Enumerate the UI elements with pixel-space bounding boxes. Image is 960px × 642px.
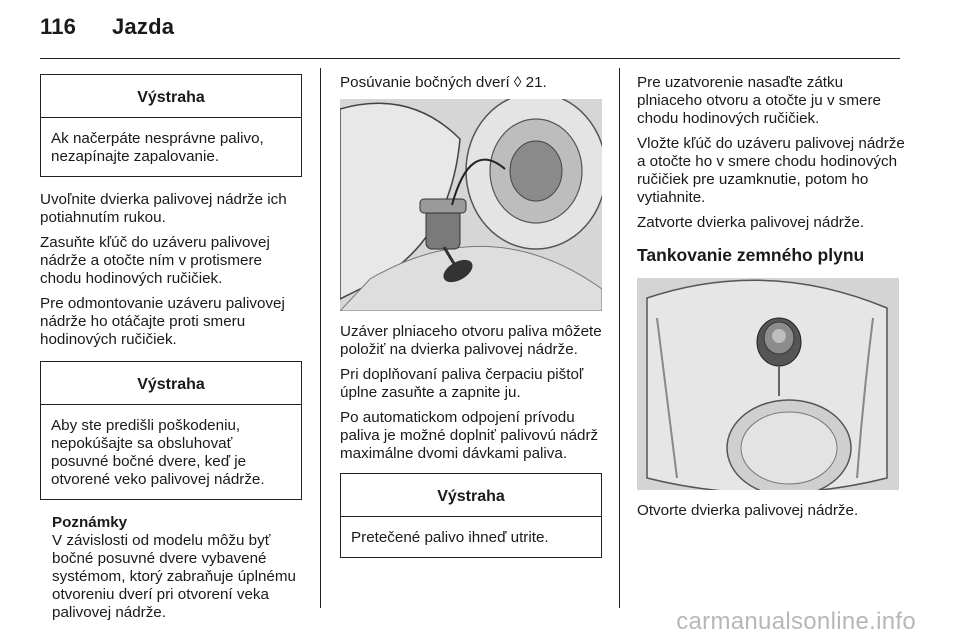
warning-text: Pretečené palivo ihneď utrite. xyxy=(351,529,549,546)
warning-title: Výstraha xyxy=(41,362,301,405)
paragraph: Po automatickom odpojení prívodu paliva je možné doplniť palivovú nádrž maximálne dvomi dávkami paliva. xyxy=(340,409,599,462)
note-title: Poznámky xyxy=(52,514,128,531)
paragraph: Posúvanie bočných dverí ◊ 21. xyxy=(340,74,547,91)
paragraph: Pre odmontovanie uzáveru palivovej nádrže ho otáčajte proti smeru hodinových ručičiek. xyxy=(40,295,285,348)
watermark: carmanualsonline.info xyxy=(676,608,916,635)
paragraph: Zasuňte kľúč do uzáveru palivovej nádrže a otočte ním v protismere chodu hodinových ručičiek. xyxy=(40,234,270,287)
paragraph: Otvorte dvierka palivovej nádrže. xyxy=(637,502,859,519)
paragraph: Pre uzatvorenie nasaďte zátku plniaceho otvoru a otočte ju v smere chodu hodinových ručičiek. xyxy=(637,74,881,127)
warning-title: Výstraha xyxy=(41,75,301,118)
paragraph: Uvoľnite dvierka palivovej nádrže ich potiahnutím rukou. xyxy=(40,191,287,226)
warning-box xyxy=(340,473,602,558)
column-1 xyxy=(40,74,302,622)
page-header xyxy=(40,14,174,40)
warning-title: Výstraha xyxy=(341,474,601,517)
column-divider-2 xyxy=(619,68,620,608)
column-2 xyxy=(340,74,602,572)
note-block xyxy=(40,514,302,622)
warning-box xyxy=(40,361,302,500)
subheading: Tankovanie zemného plynu xyxy=(637,245,865,265)
column-3 xyxy=(637,74,905,527)
column-divider-1 xyxy=(320,68,321,608)
gas-filler-illustration xyxy=(637,278,899,490)
note-text: V závislosti od modelu môžu byť bočné posuvné dvere vybavené systémom, ktorý zabraňuje úplnému otvoreniu dverí pri otvorení veka palivovej nádrže. xyxy=(52,532,296,621)
paragraph: Vložte kľúč do uzáveru palivovej nádrže a otočte ho v smere chodu hodinových ručičiek pre uzamknutie, potom ho vytiahnite. xyxy=(637,135,905,206)
section-title: Jazda xyxy=(112,14,175,39)
paragraph: Uzáver plniaceho otvoru paliva môžete položiť na dvierka palivovej nádrže. xyxy=(340,323,602,358)
paragraph: Pri doplňovaní paliva čerpaciu pištoľ úplne zasuňte a zapnite ju. xyxy=(340,366,584,401)
paragraph: Zatvorte dvierka palivovej nádrže. xyxy=(637,214,865,231)
header-rule xyxy=(40,58,900,59)
warning-text: Ak načerpáte nesprávne palivo, nezapínajte zapalovanie. xyxy=(51,130,264,165)
fuel-cap-illustration xyxy=(340,99,602,311)
warning-text: Aby ste predišli poškodeniu, nepokúšajte sa obsluhovať posuvné bočné dvere, keď je otvorené veko palivovej nádrže. xyxy=(51,417,265,488)
warning-box xyxy=(40,74,302,177)
page-number: 116 xyxy=(40,14,77,39)
